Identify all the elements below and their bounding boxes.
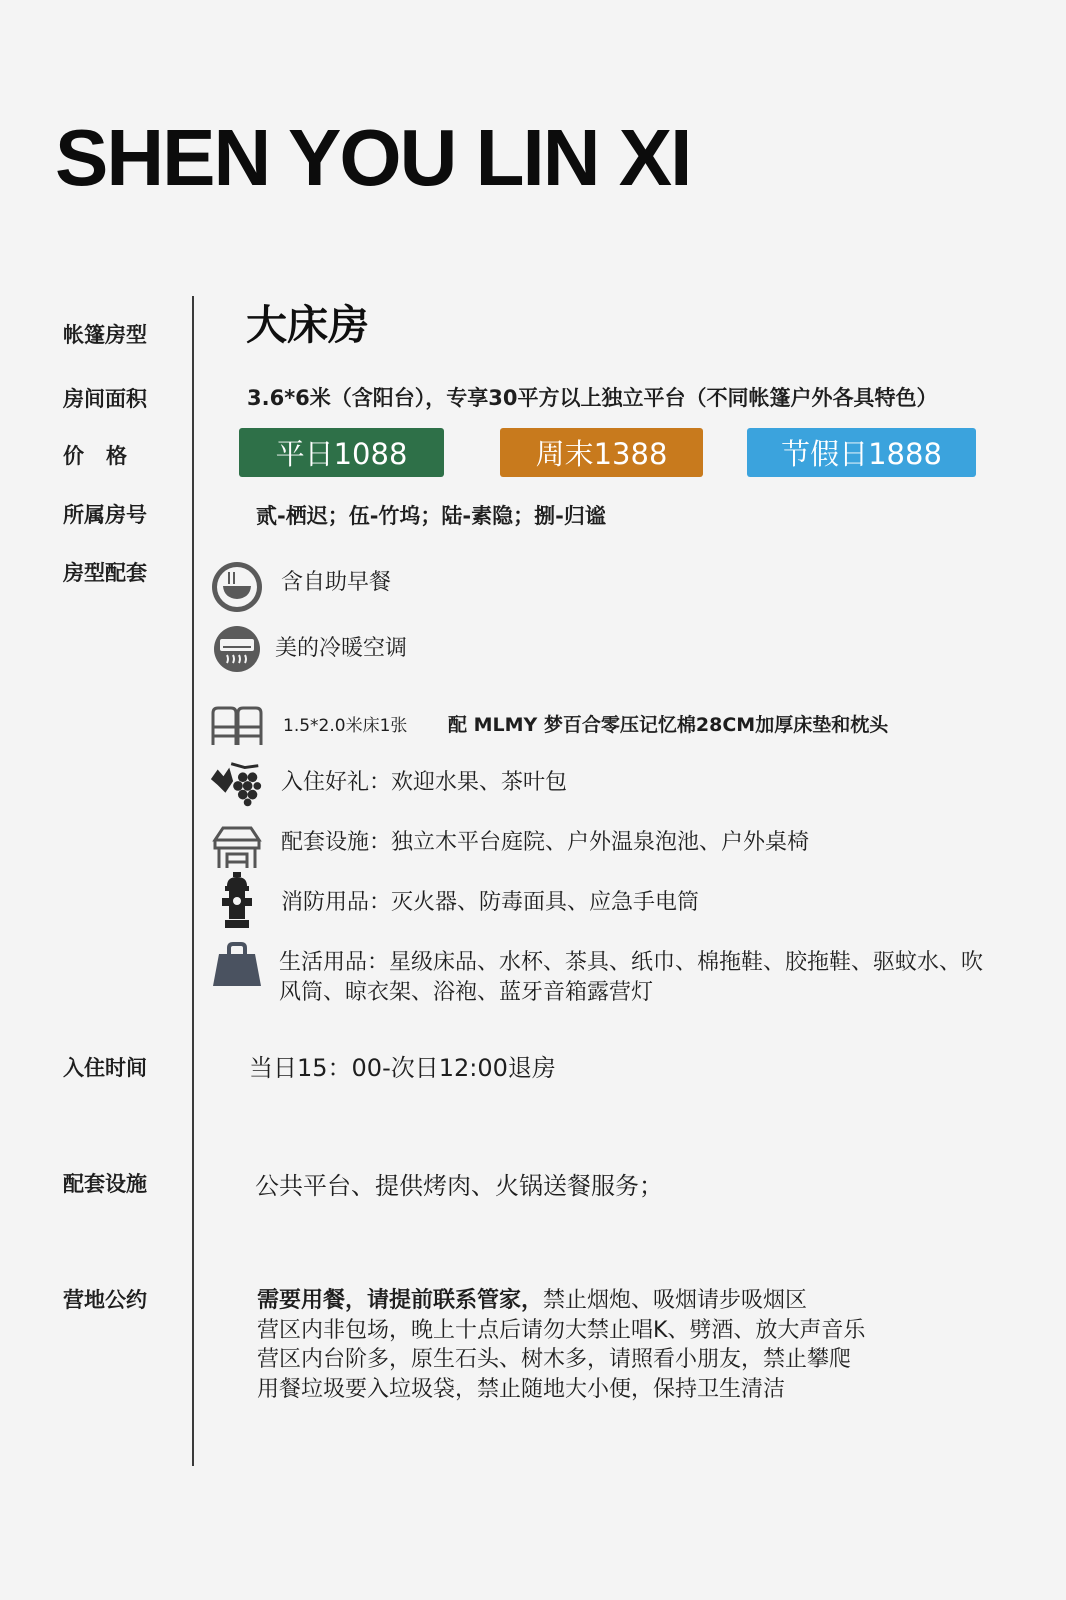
rules-block <box>257 1286 1037 1404</box>
air-conditioner-icon <box>208 620 266 678</box>
label-area: 房间面积 <box>63 387 147 411</box>
fruit-icon <box>208 755 266 813</box>
checkin-value: 当日15：00-次日12:00退房 <box>249 1054 556 1082</box>
label-room-type: 帐篷房型 <box>63 323 147 347</box>
rules-line-4: 用餐垃圾要入垃圾袋，禁止随地大小便，保持卫生清洁 <box>257 1376 786 1402</box>
fire-hydrant-icon <box>208 871 266 929</box>
bed-icon <box>208 697 266 755</box>
amenity-bed-text: 1.5*2.0米床1张 <box>283 716 408 736</box>
price-weekend-badge: 周末1388 <box>500 428 703 477</box>
facilities-value: 公共平台、提供烤肉、火锅送餐服务； <box>255 1172 663 1200</box>
room-numbers-value: 贰-栖迟；伍-竹坞；陆-素隐；捌-归谧 <box>256 504 606 528</box>
rules-line-3: 营区内台阶多，原生石头、树木多，请照看小朋友，禁止攀爬 <box>257 1347 852 1372</box>
label-price: 价格 <box>63 444 149 468</box>
price-holiday-badge: 节假日1888 <box>747 428 976 477</box>
rules-line-1 <box>257 1286 1037 1316</box>
price-weekday-badge: 平日1088 <box>239 428 444 477</box>
amenity-daily-text: 生活用品：星级床品、水杯、茶具、纸巾、棉拖鞋、胶拖鞋、驱蚊水、吹风筒、晾衣架、浴袍、蓝牙音箱露营灯 <box>279 950 984 1006</box>
label-amenities: 房型配套 <box>63 561 147 585</box>
amenity-gift-text: 入住好礼：欢迎水果、茶叶包 <box>281 770 568 795</box>
amenity-fire-text: 消防用品：灭火器、防毒面具、应急手电筒 <box>281 890 700 915</box>
bag-icon <box>208 936 266 994</box>
rules-line-1-rest: 禁止烟炮、吸烟请步吸烟区 <box>543 1288 808 1313</box>
label-room-numbers: 所属房号 <box>63 503 147 527</box>
brand-title: SHEN YOU LIN XI <box>55 113 691 202</box>
amenity-breakfast-text: 含自助早餐 <box>281 570 392 595</box>
room-type-value: 大床房 <box>246 301 369 349</box>
amenity-bed-extra-text: 配 MLMY 梦百合零压记忆棉28CM加厚床垫和枕头 <box>448 714 889 736</box>
label-facilities: 配套设施 <box>63 1172 147 1196</box>
label-checkin: 入住时间 <box>63 1056 147 1080</box>
amenity-outdoor-text: 配套设施：独立木平台庭院、户外温泉泡池、户外桌椅 <box>281 830 810 855</box>
rules-line-2: 营区内非包场，晚上十点后请勿大禁止唱K、劈酒、放大声音乐 <box>257 1317 866 1343</box>
area-value: 3.6*6米（含阳台），专享30平方以上独立平台（不同帐篷户外各具特色） <box>247 386 938 410</box>
table-chair-icon <box>208 818 266 876</box>
divider-line <box>192 296 194 1466</box>
breakfast-bowl-icon <box>208 558 266 616</box>
amenity-aircon-text: 美的冷暖空调 <box>275 636 408 661</box>
label-rules: 营地公约 <box>63 1288 147 1312</box>
rules-bold-intro: 需要用餐，请提前联系管家， <box>257 1288 544 1313</box>
